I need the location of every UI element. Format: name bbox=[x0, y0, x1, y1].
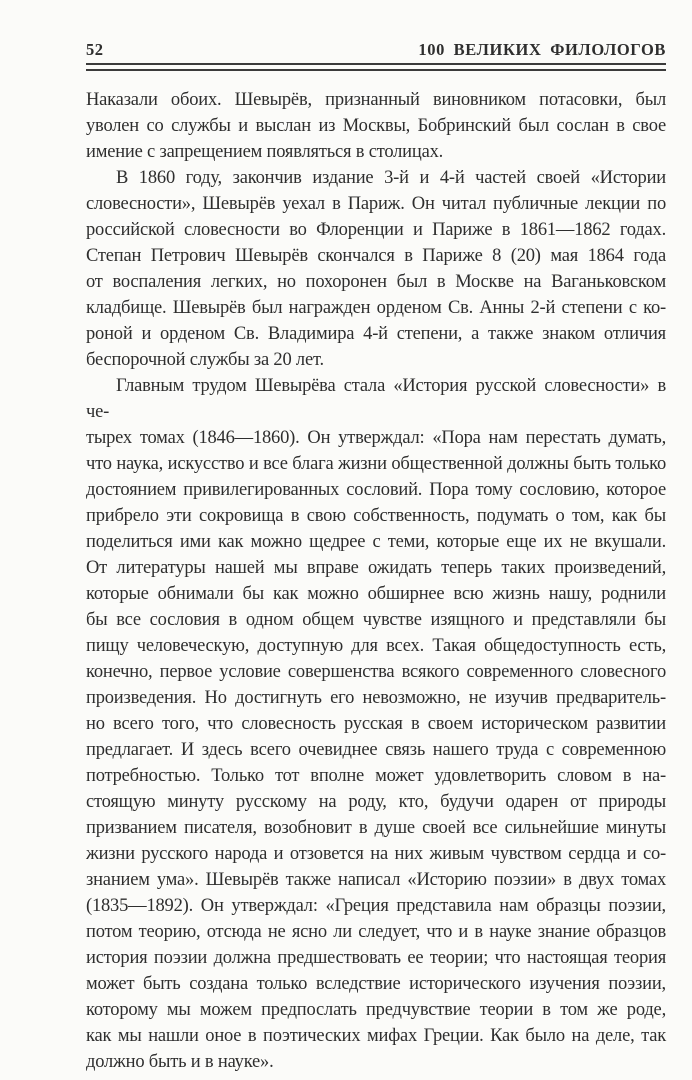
text-line: знанием ума». Шевырёв также написал «Историю поэзии» в двух томах bbox=[86, 870, 666, 890]
text-line: которому мы можем предпослать предчувствие теории в том же роде, bbox=[86, 1000, 666, 1020]
page-body bbox=[86, 87, 666, 1075]
text-line: должно быть и в науке». bbox=[86, 1052, 274, 1072]
text-line: стоящую минуту русскому на роду, кто, будучи одарен от природы bbox=[86, 792, 666, 812]
text-line: жизни русского народа и отзовется на них живым чувством сердца и со- bbox=[86, 844, 666, 864]
text-line: как мы нашли оное в поэтических мифах Греции. Как было на деле, так bbox=[86, 1026, 666, 1046]
text-line: тырех томах (1846—1860). Он утверждал: «Пора нам перестать думать, bbox=[86, 428, 666, 448]
text-line: Наказали обоих. Шевырёв, признанный виновником потасовки, был bbox=[86, 90, 666, 110]
text-line: прибрело эти сокровища в свою собственность, подумать о том, как бы bbox=[86, 506, 666, 526]
text-line: пищу человеческую, доступную для всех. Такая общедоступность есть, bbox=[86, 636, 666, 656]
text-line: история поэзии должна предшествовать ее теории; что настоящая теория bbox=[86, 948, 666, 968]
text-line: В 1860 году, закончив издание 3-й и 4-й частей своей «Истории bbox=[116, 168, 666, 188]
text-line: поделиться ими как можно щедрее с теми, которые еще их не вкушали. bbox=[86, 532, 666, 552]
text-line: Степан Петрович Шевырёв скончался в Париже 8 (20) мая 1864 года bbox=[86, 246, 666, 266]
text-line: роной и орденом Св. Владимира 4-й степени, а также знаком отличия bbox=[86, 324, 666, 344]
page-number: 52 bbox=[86, 40, 104, 59]
text-line: уволен со службы и выслан из Москвы, Бобринский был сослан в свое bbox=[86, 116, 666, 136]
text-line: От литературы нашей мы вправе ожидать теперь таких произведений, bbox=[86, 558, 666, 578]
text-line: российской словесности во Флоренции и Париже в 1861—1862 годах. bbox=[86, 220, 666, 240]
book-title: 100 ВЕЛИКИХ ФИЛОЛОГОВ bbox=[418, 40, 666, 59]
header-rule bbox=[86, 63, 666, 71]
text-line: но всего того, что словесность русская в своем историческом развитии bbox=[86, 714, 666, 734]
text-line: конечно, первое условие совершенства всякого современного словесного bbox=[86, 662, 666, 682]
text-line: призванием писателя, возобновит в душе своей все сильнейшие минуты bbox=[86, 818, 666, 838]
page-content bbox=[86, 40, 666, 1075]
text-line: имение с запрещением появляться в столицах. bbox=[86, 142, 444, 162]
text-line: кладбище. Шевырёв был награжден орденом Св. Анны 2-й степени с ко- bbox=[86, 298, 666, 318]
text-line: Главным трудом Шевырёва стала «История русской словесности» в че- bbox=[86, 376, 666, 422]
text-line: потребностью. Только тот вполне может удовлетворить словом в на- bbox=[86, 766, 666, 786]
text-line: достоянием привилегированных сословий. Пора тому сословию, которое bbox=[86, 480, 666, 500]
text-line: словесности», Шевырёв уехал в Париж. Он читал публичные лекции по bbox=[86, 194, 666, 214]
page-header bbox=[86, 40, 666, 60]
text-line: (1835—1892). Он утверждал: «Греция представила нам образцы поэзии, bbox=[86, 896, 666, 916]
text-line: предлагает. И здесь всего очевиднее связь нашего труда с современною bbox=[86, 740, 666, 760]
text-line: от воспаления легких, но похоронен был в Москве на Ваганьковском bbox=[86, 272, 666, 292]
text-line: произведения. Но достигнуть его невозможно, не изучив предваритель- bbox=[86, 688, 666, 708]
text-line: что наука, искусство и все блага жизни общественной должны быть только bbox=[86, 454, 666, 474]
text-line: которые обнимали бы как можно обширнее всю жизнь нашу, роднили bbox=[86, 584, 666, 604]
text-line: может быть создана только вследствие исторического изучения поэзии, bbox=[86, 974, 666, 994]
text-line: беспорочной службы за 20 лет. bbox=[86, 350, 324, 370]
text-line: бы все сословия в одном общем чувстве изящного и представляли бы bbox=[86, 610, 666, 630]
text-line: потом теорию, отсюда не ясно ли следует, что и в науке знание образцов bbox=[86, 922, 666, 942]
